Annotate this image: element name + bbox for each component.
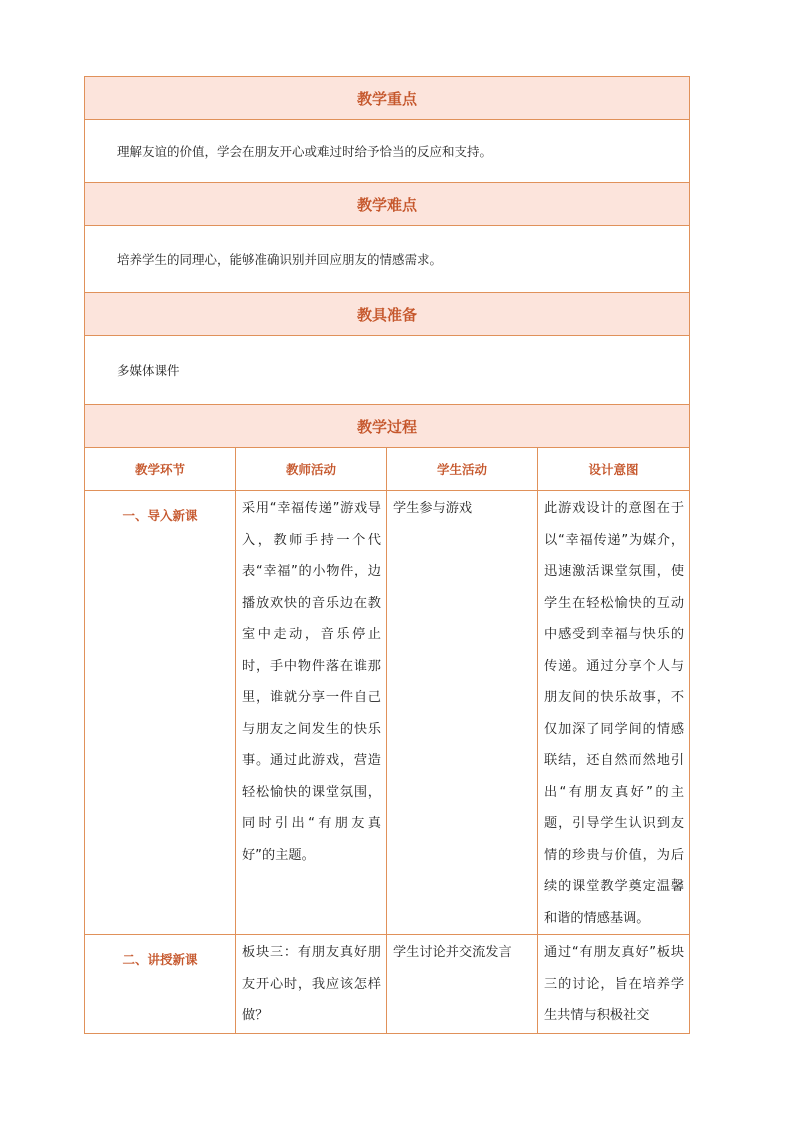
table-row [85, 491, 690, 935]
student-activity-cell: 学生参与游戏 [387, 491, 538, 935]
prep-content: 多媒体课件 [85, 336, 690, 405]
prep-heading: 教具准备 [85, 293, 690, 336]
student-activity-cell: 学生讨论并交流发言 [387, 935, 538, 1034]
column-header-stage: 教学环节 [85, 448, 236, 491]
difficulty-content: 培养学生的同理心，能够准确识别并回应朋友的情感需求。 [85, 226, 690, 293]
lesson-plan-table [84, 76, 690, 1034]
design-intent-cell: 通过“有朋友真好”板块三的讨论，旨在培养学生共情与积极社交 [538, 935, 690, 1034]
stage-cell: 一、导入新课 [85, 491, 236, 935]
column-header-design: 设计意图 [538, 448, 690, 491]
column-header-teacher: 教师活动 [236, 448, 387, 491]
teacher-activity-cell: 板块三：有朋友真好朋友开心时，我应该怎样做？ [236, 935, 387, 1034]
difficulty-heading: 教学难点 [85, 183, 690, 226]
table-row [85, 935, 690, 1034]
process-heading: 教学过程 [85, 405, 690, 448]
focus-heading: 教学重点 [85, 77, 690, 120]
teacher-activity-cell: 采用“幸福传递”游戏导入，教师手持一个代表“幸福”的小物件，边播放欢快的音乐边在教室中走动，音乐停止时，手中物件落在谁那里，谁就分享一件自己与朋友之间发生的快乐事。通过此游戏，营造轻松愉快的课堂氛围，同时引出“有朋友真好”的主题。 [236, 491, 387, 935]
column-header-student: 学生活动 [387, 448, 538, 491]
design-intent-cell: 此游戏设计的意图在于以“幸福传递”为媒介，迅速激活课堂氛围，使学生在轻松愉快的互动中感受到幸福与快乐的传递。通过分享个人与朋友间的快乐故事，不仅加深了同学间的情感联结，还自然而然地引出“有朋友真好”的主题，引导学生认识到友情的珍贵与价值，为后续的课堂教学奠定温馨和谐的情感基调。 [538, 491, 690, 935]
focus-content: 理解友谊的价值，学会在朋友开心或难过时给予恰当的反应和支持。 [85, 120, 690, 183]
stage-cell: 二、讲授新课 [85, 935, 236, 1034]
